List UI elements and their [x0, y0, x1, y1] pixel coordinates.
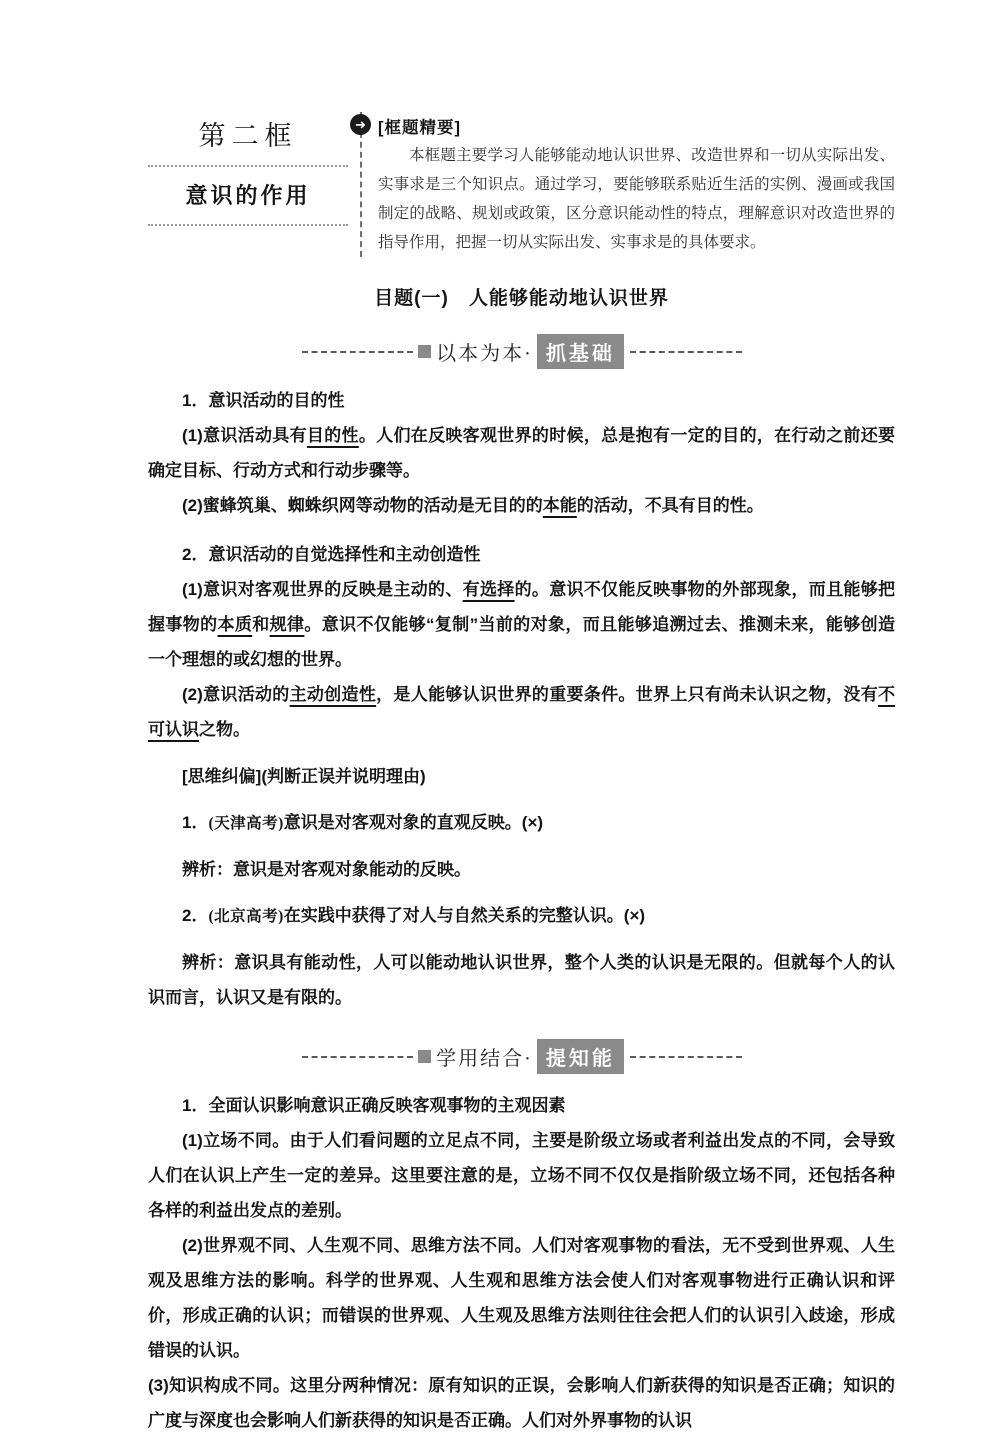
intro-title: [框题精要] — [378, 119, 461, 137]
dash-line-icon — [630, 1056, 742, 1058]
divider-ability — [302, 1039, 742, 1074]
chapter-header-right — [355, 112, 895, 257]
ability-section — [148, 1088, 895, 1438]
chapter-header-left — [148, 112, 354, 257]
basics-para-3: (1)意识对客观世界的反映是主动的、有选择的。意识不仅能反映事物的外部现象，而且能够把握事物的本质和规律。意识不仅能够“复制”当前的对象，而且能够追溯过去、推测未来，能够创造一个理想的或幻想的世界。 — [148, 580, 896, 669]
basics-para-1: (1)意识活动具有目的性。人们在反映客观世界的时候，总是抱有一定的目的，在行动之前还要确定目标、行动方式和行动步骤等。 — [148, 426, 896, 480]
frame-label: 第二框 — [148, 112, 348, 167]
square-bullet-icon — [418, 345, 431, 358]
ability-para-3: (3)知识构成不同。这里分两种情况：原有知识的正误，会影响人们新获得的知识是否正确；知识的广度与深度也会影响人们新获得的知识是否正确。人们对外界事物的认识 — [148, 1376, 895, 1430]
ability-heading-1: 1．全面认识影响意识正确反映客观事物的主观因素 — [182, 1096, 566, 1115]
dash-line-icon — [302, 1056, 414, 1058]
intro-text: 本框题主要学习人能够能动地认识世界、改造世界和一切从实际出发、实事求是三个知识点。通过学习，要能够联系贴近生活的实例、漫画或我国制定的战略、规划或政策，区分意识能动性的特点，理解意识对改造世界的指导作用，把握一切从实际出发、实事求是的具体要求。 — [378, 147, 895, 251]
correction-question-2: 2．(北京高考)在实践中获得了对人与自然关系的完整认识。(×) — [182, 906, 646, 925]
frame-title: 意识的作用 — [148, 167, 348, 226]
basics-para-4: (2)意识活动的主动创造性，是人能够认识世界的重要条件。世界上只有尚未认识之物，没有不可认识之物。 — [148, 685, 896, 739]
topic-title: 目题(一) 人能够能动地认识世界 — [374, 288, 669, 309]
basics-heading-2: 2．意识活动的自觉选择性和主动创造性 — [182, 545, 481, 564]
basics-para-2: (2)蜜蜂筑巢、蜘蛛织网等动物的活动是无目的的本能的活动，不具有目的性。 — [182, 496, 764, 515]
divider-ability-label: 学用结合· — [436, 1048, 533, 1070]
correction-heading: [思维纠偏](判断正误并说明理由) — [182, 767, 426, 786]
basics-section — [148, 383, 895, 1015]
divider-basics-badge: 抓基础 — [537, 334, 624, 369]
chapter-header — [148, 112, 895, 257]
divider-ability-badge: 提知能 — [537, 1039, 624, 1074]
divider-basics — [302, 334, 742, 369]
correction-answer-2: 辨析：意识具有能动性，人可以能动地认识世界，整个人类的认识是无限的。但就每个人的认识而言，认识又是有限的。 — [148, 953, 895, 1007]
ability-para-2: (2)世界观不同、人生观不同、思维方法不同。人们对客观事物的看法，无不受到世界观、人生观及思维方法的影响。科学的世界观、人生观和思维方法会使人们对客观事物进行正确认识和评价，形成正确的认识；而错误的世界观、人生观及思维方法则往往会把人们的认识引入歧途，形成错误的认识。 — [148, 1236, 895, 1360]
arrow-circle-icon: ➜ — [350, 114, 371, 135]
ability-para-1: (1)立场不同。由于人们看问题的立足点不同，主要是阶级立场或者利益出发点的不同，会导致人们在认识上产生一定的差异。这里要注意的是，立场不同不仅仅是指阶级立场不同，还包括各种各样的利益出发点的差别。 — [148, 1131, 895, 1220]
basics-heading-1: 1．意识活动的目的性 — [182, 391, 345, 410]
square-bullet-icon — [418, 1050, 431, 1063]
dash-line-icon — [630, 351, 742, 353]
divider-basics-label: 以本为本· — [436, 343, 533, 365]
correction-question-1: 1．(天津高考)意识是对客观对象的直观反映。(×) — [182, 813, 544, 832]
dash-line-icon — [302, 351, 414, 353]
correction-answer-1: 辨析：意识是对客观对象能动的反映。 — [182, 860, 471, 879]
